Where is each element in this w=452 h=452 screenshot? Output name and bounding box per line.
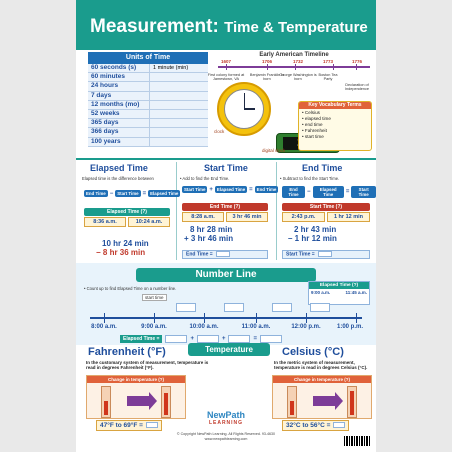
thermometer-icon bbox=[287, 386, 297, 418]
start-time-tag: start time bbox=[142, 294, 167, 301]
celsius-equation-text: 32°C to 56°C = bbox=[286, 422, 331, 429]
start-time-heading: Start Time bbox=[204, 163, 248, 173]
units-right bbox=[150, 119, 208, 127]
start-table-head: End Time (?) bbox=[182, 203, 268, 211]
number-line-label: 11:00 a.m. bbox=[241, 324, 271, 330]
end-end-value: 2:43 p.m. bbox=[282, 212, 325, 222]
equals-sign: = bbox=[345, 189, 350, 195]
event-label: Declaration of Independence bbox=[344, 82, 370, 92]
end-time-heading: End Time bbox=[302, 163, 343, 173]
logo-bottom: LEARNING bbox=[208, 420, 244, 426]
number-line-tick bbox=[356, 313, 357, 323]
units-row bbox=[88, 82, 208, 91]
start-elapsed-value: 3 hr 46 min bbox=[226, 212, 268, 222]
units-left: 52 weeks bbox=[91, 109, 120, 117]
timeline-event bbox=[207, 60, 245, 82]
units-row bbox=[88, 101, 208, 110]
copyright-text: © Copyright NewPath Learning. All Rights Reserved. 93-4630 bbox=[176, 432, 276, 436]
celsius-text: In the metric system of measurement, temperature is read in degrees Celsius (°C). bbox=[274, 360, 368, 371]
event-year: 1706 bbox=[261, 59, 272, 64]
section-divider bbox=[76, 158, 376, 160]
plus-sign: + bbox=[190, 335, 194, 342]
term-text: elapsed time bbox=[304, 116, 331, 121]
answer-box bbox=[318, 251, 332, 257]
equals-sign: = bbox=[142, 190, 147, 197]
thermometer-icon bbox=[161, 386, 171, 418]
formula-start-time: Start Time bbox=[184, 187, 206, 192]
number-line-tick bbox=[306, 313, 307, 323]
event-year: 1607 bbox=[220, 59, 231, 64]
celsius-panel-heading: Change in temperature (?) bbox=[273, 376, 371, 383]
fahrenheit-panel bbox=[86, 375, 186, 419]
celsius-panel bbox=[272, 375, 372, 419]
vocabulary-list bbox=[299, 109, 371, 141]
arrow-right-icon bbox=[127, 396, 149, 406]
end-answer-label: Start Time = bbox=[286, 251, 315, 258]
units-right bbox=[150, 73, 208, 81]
formula-start-time: Start Time bbox=[117, 191, 139, 196]
number-line-panel bbox=[308, 281, 370, 305]
number-line-elapsed-row bbox=[120, 334, 282, 343]
number-line-intro: • Count up to find Elapsed Time on a number line. bbox=[84, 286, 177, 291]
plus-sign: + bbox=[221, 335, 226, 342]
elapsed-formula bbox=[84, 190, 180, 197]
vocabulary-term: • start time bbox=[302, 134, 324, 139]
page-title bbox=[90, 16, 368, 38]
minus-sign: − bbox=[307, 189, 311, 195]
website-text: www.newpathlearning.com bbox=[204, 436, 248, 441]
answer-box bbox=[216, 251, 230, 257]
column-divider bbox=[176, 162, 177, 260]
arrow-right-icon bbox=[313, 396, 335, 406]
number-line-label: 10:00 a.m. bbox=[189, 324, 219, 330]
end-calc-top: 2 hr 43 min bbox=[294, 225, 337, 234]
end-time-intro-text: Subtract to find the Start Time. bbox=[282, 176, 340, 181]
start-calc-top: 8 hr 28 min bbox=[190, 225, 233, 234]
start-time-intro-text: Add to find the End Time. bbox=[182, 176, 230, 181]
digital-clock-label: digital clock bbox=[262, 148, 286, 153]
elapsed-start-value: 8:36 a.m. bbox=[84, 217, 126, 227]
panel-heading: Elapsed Time (?) bbox=[309, 282, 369, 289]
timeline-heading: Early American Timeline bbox=[259, 52, 329, 58]
number-line-intro-text: Count up to find Elapsed Time on a number line. bbox=[86, 286, 177, 291]
elapsed-calc-bottom-text: 8 hr 36 min bbox=[102, 248, 146, 257]
start-start-value: 8:28 a.m. bbox=[182, 212, 224, 222]
panel-row bbox=[309, 289, 369, 297]
celsius-title: Celsius (°C) bbox=[282, 346, 344, 358]
timeline-event bbox=[314, 60, 342, 82]
start-answer-label: End Time = bbox=[186, 251, 213, 258]
answer-box bbox=[146, 422, 158, 428]
elapsed-time-heading: Elapsed Time bbox=[90, 163, 148, 173]
term-text: Fahrenheit bbox=[304, 128, 327, 133]
thermometer-fill bbox=[290, 401, 294, 415]
event-year: 1732 bbox=[292, 59, 303, 64]
term-text: start time bbox=[304, 134, 324, 139]
formula-elapsed-time: Elapsed Time bbox=[313, 186, 344, 198]
poster bbox=[76, 0, 376, 452]
formula-end-time: End Time bbox=[256, 187, 277, 192]
vocabulary-heading: Key Vocabulary Terms bbox=[299, 102, 371, 109]
copyright bbox=[176, 432, 276, 441]
fahrenheit-title: Fahrenheit (°F) bbox=[88, 346, 166, 358]
end-table-head: Start Time (?) bbox=[282, 203, 370, 211]
units-right bbox=[150, 82, 208, 90]
units-row bbox=[88, 64, 208, 73]
end-time-intro: • Subtract to find the Start Time. bbox=[280, 176, 340, 181]
vocabulary-box bbox=[298, 101, 372, 151]
units-row bbox=[88, 92, 208, 101]
logo-top: NewPath bbox=[206, 410, 245, 420]
start-answer-row bbox=[182, 250, 268, 259]
event-label: George Washington is born bbox=[279, 72, 317, 82]
number-line-label: 8:00 a.m. bbox=[91, 324, 117, 330]
units-left: 12 months (mo) bbox=[91, 100, 140, 108]
timeline-event bbox=[341, 60, 373, 92]
elapsed-time-intro: Elapsed time is the difference between bbox=[82, 176, 154, 181]
answer-box bbox=[197, 335, 219, 343]
formula-start-time: Start Time bbox=[351, 186, 376, 198]
hour-hand bbox=[244, 108, 255, 110]
number-line-tick bbox=[154, 313, 155, 323]
term-text: end time bbox=[304, 122, 323, 127]
number-line-blank bbox=[176, 303, 196, 312]
barcode-icon bbox=[344, 436, 370, 446]
thermometer-fill bbox=[164, 393, 168, 415]
event-label: First colony formed at Jamestown, VA bbox=[207, 72, 245, 82]
event-year: 1776 bbox=[351, 59, 362, 64]
column-divider bbox=[276, 162, 277, 260]
equals-sign: = bbox=[249, 186, 253, 193]
units-left: 60 seconds (s) bbox=[91, 64, 137, 71]
thermometer-fill bbox=[350, 391, 354, 415]
start-time-intro: • Add to find the End Time. bbox=[180, 176, 230, 181]
units-right: 1 minute (min) bbox=[153, 65, 189, 71]
units-of-time-table bbox=[88, 52, 208, 147]
fahrenheit-text: In the customary system of measurement, temperature is read in degrees Fahrenheit (°F). bbox=[86, 360, 209, 371]
clock-face bbox=[224, 89, 264, 129]
elapsed-end-value: 10:24 a.m. bbox=[128, 217, 170, 227]
answer-box bbox=[333, 422, 345, 428]
formula-elapsed-time: Elapsed Time bbox=[216, 187, 246, 192]
elapsed-label: Elapsed Time = bbox=[120, 335, 162, 343]
formula-elapsed-time: Elapsed Time bbox=[150, 191, 179, 196]
units-right bbox=[150, 101, 208, 109]
number-line-axis bbox=[90, 317, 362, 319]
end-formula bbox=[282, 186, 376, 198]
number-line-tick bbox=[104, 313, 105, 323]
event-label: Benjamin Franklin is born bbox=[249, 72, 285, 82]
newpath-logo bbox=[196, 410, 256, 426]
vocabulary-term: • end time bbox=[302, 122, 323, 127]
number-line-label: 1:00 p.m. bbox=[336, 324, 364, 330]
minus-sign: − bbox=[109, 190, 114, 197]
term-text: Celsius bbox=[304, 110, 320, 115]
start-calc-bottom: + 3 hr 46 min bbox=[184, 234, 234, 243]
thermometer-icon bbox=[101, 386, 111, 418]
formula-end-time: End Time bbox=[86, 191, 106, 196]
number-line-tick bbox=[256, 313, 257, 323]
units-left: 100 years bbox=[91, 137, 121, 145]
units-left: 24 hours bbox=[91, 82, 119, 90]
panel-start-time: 9:00 a.m. bbox=[311, 290, 331, 295]
number-line-blank bbox=[224, 303, 244, 312]
event-label: Boston Tea Party bbox=[318, 72, 338, 82]
elapsed-table-head: Elapsed Time (?) bbox=[84, 208, 170, 216]
units-right bbox=[150, 92, 208, 100]
title-main: Measurement: bbox=[90, 16, 219, 37]
minute-hand bbox=[244, 93, 245, 109]
title-bar bbox=[76, 0, 376, 50]
celsius-equation bbox=[282, 420, 349, 431]
units-row bbox=[88, 128, 208, 137]
formula-end-time: End Time bbox=[282, 186, 305, 198]
end-answer-row bbox=[282, 250, 370, 259]
units-row bbox=[88, 138, 208, 147]
units-left: 365 days bbox=[91, 119, 119, 127]
equals-sign: = bbox=[253, 335, 257, 342]
answer-box bbox=[260, 335, 282, 343]
answer-box bbox=[165, 335, 187, 343]
units-row bbox=[88, 73, 208, 82]
start-formula bbox=[182, 186, 278, 193]
event-year: 1773 bbox=[322, 59, 333, 64]
plus-sign: + bbox=[209, 186, 213, 193]
units-left: 7 days bbox=[91, 91, 112, 99]
vocabulary-term: • elapsed time bbox=[302, 116, 331, 121]
vocabulary-term: • Fahrenheit bbox=[302, 128, 327, 133]
number-line-tick bbox=[204, 313, 205, 323]
vocabulary-term: • Celsius bbox=[302, 110, 320, 115]
clock-label: clock bbox=[214, 129, 225, 134]
title-sub: Time & Temperature bbox=[224, 19, 368, 36]
thermometer-fill bbox=[104, 401, 108, 415]
answer-box bbox=[228, 335, 250, 343]
units-row bbox=[88, 110, 208, 119]
fahrenheit-equation-text: 47°F to 69°F = bbox=[100, 422, 143, 429]
units-heading: Units of Time bbox=[88, 52, 208, 64]
number-line-label: 9:00 a.m. bbox=[141, 324, 167, 330]
elapsed-calc-bottom: − 8 hr 36 min bbox=[96, 248, 146, 257]
elapsed-calc-top: 10 hr 24 min bbox=[102, 239, 149, 248]
timeline-event bbox=[279, 60, 317, 82]
end-elapsed-value: 1 hr 12 min bbox=[327, 212, 370, 222]
units-left: 60 minutes bbox=[91, 73, 125, 81]
analog-clock-icon bbox=[217, 82, 271, 136]
fahrenheit-equation bbox=[96, 420, 162, 431]
number-line-blank bbox=[310, 303, 330, 312]
units-row bbox=[88, 119, 208, 128]
units-left: 366 days bbox=[91, 128, 119, 136]
units-right bbox=[150, 110, 208, 118]
temperature-banner: Temperature bbox=[188, 343, 270, 356]
number-line-label: 12:00 p.m. bbox=[291, 324, 321, 330]
thermometer-icon bbox=[347, 386, 357, 418]
number-line-blank bbox=[272, 303, 292, 312]
units-right bbox=[150, 138, 208, 146]
fahrenheit-panel-heading: Change in temperature (?) bbox=[87, 376, 185, 383]
units-right bbox=[150, 128, 208, 136]
panel-end-time: 11:45 a.m. bbox=[345, 290, 367, 295]
number-line-heading: Number Line bbox=[136, 268, 316, 282]
end-calc-bottom: – 1 hr 12 min bbox=[288, 234, 337, 243]
